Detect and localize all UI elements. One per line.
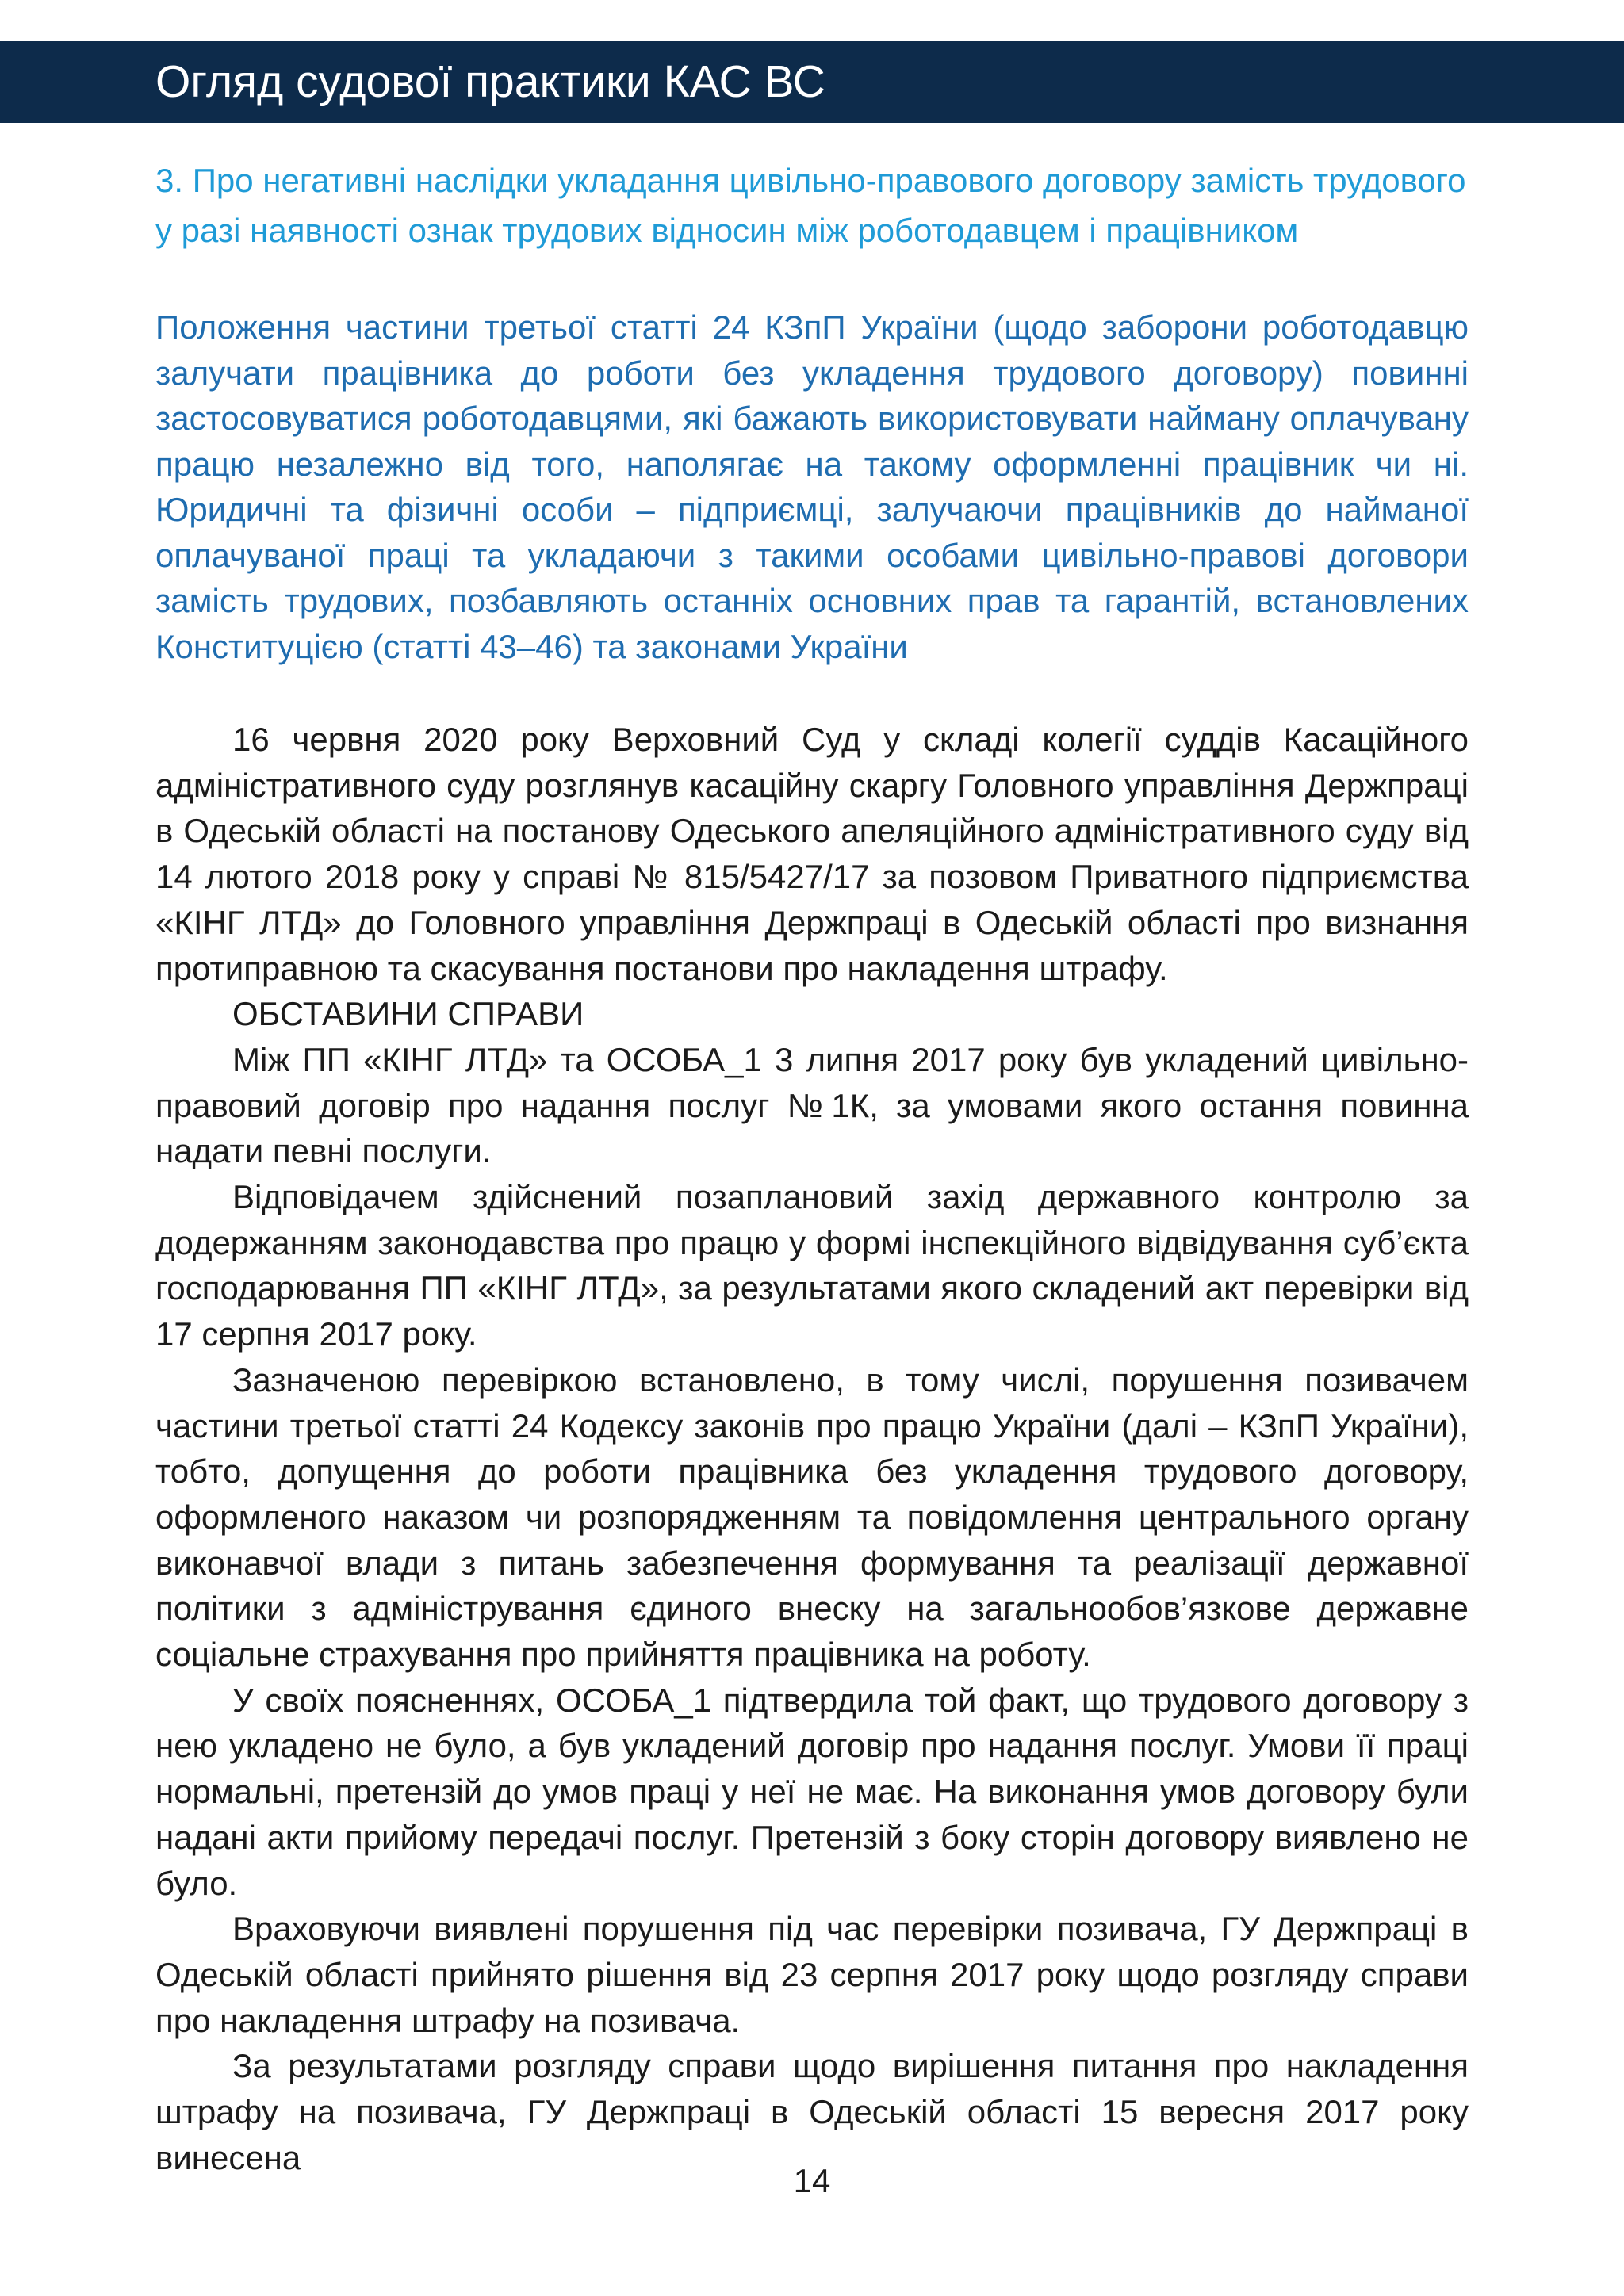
body-paragraph: Між ПП «КІНГ ЛТД» та ОСОБА_1 3 липня 2017 року був укладений цивільно-правовий договір про надання послуг №1К, за умовами якого остання повинна надати певні послуги. bbox=[155, 1040, 1469, 1170]
section-summary: Положення частини третьої статті 24 КЗпП України (щодо заборони роботодавцю залучати працівника до роботи без укладення трудового договору) повинні застосовуватися роботодавцями, які бажають використовувати найману оплачувану працю незалежно від того, наполягає на такому оформленні працівник чи ні. Юридичні та фізичні особи – підприємці, залучаючи працівників до найманої оплачуваної праці та укладаючи з такими особами цивільно-правові договори замість трудових, позбавляють останніх основних прав та гарантій, встановлених Конституцією (статті 43–46) та законами України bbox=[155, 308, 1469, 665]
body-paragraph: Зазначеною перевіркою встановлено, в тому числі, порушення позивачем частини третьої статті 24 Кодексу законів про працю України (далі – КЗпП України), тобто, допущення до роботи працівника без укладення трудового договору, оформленого наказом чи розпорядженням та повідомлення центрального органу виконавчої влади з питань забезпечення формування та реалізації державної політики з адміністрування єдиного внеску на загальнообов’язкове державне соціальне страхування про прийняття працівника на роботу. bbox=[155, 1360, 1469, 1674]
body-paragraph: 16 червня 2020 року Верховний Суд у складі колегії суддів Касаційного адміністративного суду розглянув касаційну скаргу Головного управління Держпраці в Одеській області на постанову Одеського апеляційного адміністративного суду від 14 лютого 2018 року у справі № 815/5427/17 за позовом Приватного підприємства «КІНГ ЛТД» до Головного управління Держпраці в Одеській області про визнання протиправною та скасування постанови про накладення штрафу. bbox=[155, 721, 1469, 987]
body-paragraph: За результатами розгляду справи щодо вирішення питання про накладення штрафу на позивача, ГУ Держпраці в Одеській області 15 вересня 2017 року винесена bbox=[155, 2047, 1469, 2176]
section-heading: 3. Про негативні наслідки укладання цивільно-правового договору замість трудового у разі наявності ознак трудових відносин між роботодавцем і працівником bbox=[155, 162, 1466, 249]
body-paragraph: У своїх поясненнях, ОСОБА_1 підтвердила той факт, що трудового договору з нею укладено не було, а був укладений договір про надання послуг. Умови її праці нормальні, претензій до умов праці у неї не має. На виконання умов договору були надані акти прийому передачі послуг. Претензій з боку сторін договору виявлено не було. bbox=[155, 1681, 1469, 1902]
page-header-title: Огляд судової практики КАС ВС bbox=[155, 56, 825, 107]
page-number: 14 bbox=[793, 2162, 831, 2199]
case-circumstances-label: ОБСТАВИНИ СПРАВИ bbox=[232, 995, 584, 1033]
header-band bbox=[0, 41, 1624, 123]
body-paragraph: Враховуючи виявлені порушення під час перевірки позивача, ГУ Держпраці в Одеській області прийнято рішення від 23 серпня 2017 року щодо розгляду справи про накладення штрафу на позивача. bbox=[155, 1910, 1469, 2039]
body-paragraph: Відповідачем здійснений позаплановий захід державного контролю за додержанням законодавства про працю у формі інспекційного відвідування суб’єкта господарювання ПП «КІНГ ЛТД», за результатами якого складений акт перевірки від 17 серпня 2017 року. bbox=[155, 1178, 1469, 1353]
body-text bbox=[155, 717, 1469, 2181]
